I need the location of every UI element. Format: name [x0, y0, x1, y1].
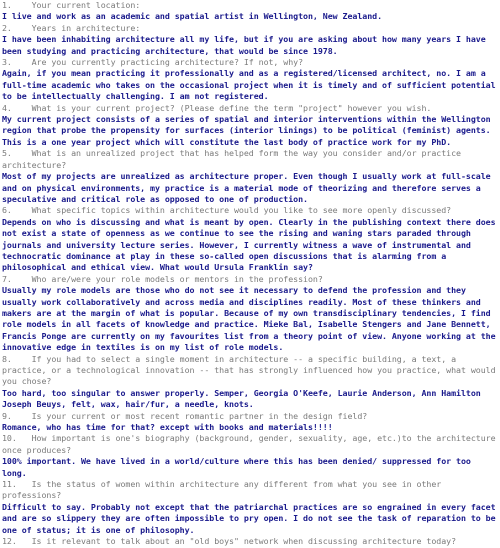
qa-item-4 [2, 103, 498, 149]
question-text: 7. Who are/were your role models or mentors in the profession? [2, 273, 323, 284]
question-text: 6. What specific topics within architecture would you like to see more openly discussed? [2, 205, 452, 216]
answer-text: Again, if you mean practicing it professionally and as a registered/licensed architect, no. I am a full-time academic who takes on the occasional project when it is timely and of sufficient potential to be intellectually challenging. I am not registered. [2, 68, 500, 102]
answer-text: Difficult to say. Probably not except that the patriarchal practices are so engrained in every facet and are so slippery they are often impossible to pry open. I do not see the task of reparation to be one of status; it is one of philosophy. [2, 501, 500, 535]
qa-item-2 [2, 23, 498, 57]
answer-text: Depends on who is discussing and what is meant by open. Clearly in the publishing context there does not exist a state of openness as we continue to see the rising and waning stars paraded through journals and university lecture series. However, I currently witness a wave of instrumental and technocratic dominance at play in these so-called open discussions that is alarming from a philosophical and ethical view. What would Ursula Franklin say? [2, 216, 500, 273]
qa-item-3 [2, 57, 498, 103]
qa-item-1 [2, 0, 498, 23]
qa-item-6 [2, 205, 498, 273]
answer-text: I live and work as an academic and spatial artist in Wellington, New Zealand. [2, 11, 383, 22]
question-text: 1. Your current location: [2, 0, 141, 10]
qa-item-10 [2, 433, 498, 479]
qa-item-11 [2, 479, 498, 536]
qa-item-7 [2, 274, 498, 354]
answer-text: Too hard, too singular to answer properly. Semper, Georgia O'Keefe, Laurie Anderson, Ann Hamilton Joseph Beuys, felt, wax, hair/fur, a needle, knots. [2, 387, 486, 410]
qa-item-9 [2, 411, 498, 434]
answer-text: Usually my role models are those who do not see it necessary to defend the profession and they usually work collaboratively and across media and disciplines readily. Most of these thinkers and makers are at the margin of what is popular. Because of my own transdisciplinary tendencies, I find role models in all facets of knowledge and practice. Mieke Bal, Isabelle Stengers and Jane Bennett, Francis Ponge are currently on my favourites list from a theory point of view. Anyone working at the innovative edge in textiles is on my list of role models. [2, 285, 500, 353]
question-text: 11. Is the status of women within architecture any different from what you see in other professions? [2, 479, 447, 501]
qa-item-12 [2, 536, 498, 547]
questionnaire-document [2, 0, 498, 548]
question-text: 10. How important is one's biography (background, gender, sexuality, age, etc.)to the architecture once produces? [2, 433, 500, 455]
qa-item-5 [2, 148, 498, 205]
answer-text: Romance, who has time for that? except with books and materials!!!! [2, 422, 333, 433]
question-text: 9. Is your current or most recent romantic partner in the design field? [2, 410, 368, 421]
answer-text: I have been inhabiting architecture all my life, but if you are asking about how many years I have been studying and practicing architecture, that would be since 1978. [2, 34, 491, 56]
question-text: 3. Are you currently practicing architecture? If not, why? [2, 57, 304, 68]
question-text: 4. What is your current project? (Please define the term "project" however you wish. [2, 102, 432, 113]
question-text: 12. Is it relevant to talk about an "old boys" network when discussing architecture today? [2, 536, 457, 547]
question-text: 5. What is an unrealized project that has helped form the way you consider and/or practice architecture? [2, 148, 466, 170]
question-text: 8. If you had to select a single moment in architecture -- a specific building, a text, a practice, or a technological innovation -- that has strongly influenced how you practice, what would you chose? [2, 353, 500, 387]
answer-text: Most of my projects are unrealized as architecture proper. Even though I usually work at full-scale and on physical environments, my practice is a material mode of theorizing and therefore serves a speculative and critical role as opposed to one of production. [2, 171, 496, 204]
answer-text: 100% important. We have lived in a world/culture where this has been denied/ suppressed for too long. [2, 456, 476, 478]
qa-item-8 [2, 354, 498, 411]
answer-text: My current project consists of a series of spatial and interior interventions within the Wellington region that probe the propensity for surfaces (interior linings) to be political (feminist) agents. This is a one year project which will constitute the last body of practice work for my PhD. [2, 114, 496, 147]
question-text: 2. Years in architecture: [2, 22, 141, 33]
